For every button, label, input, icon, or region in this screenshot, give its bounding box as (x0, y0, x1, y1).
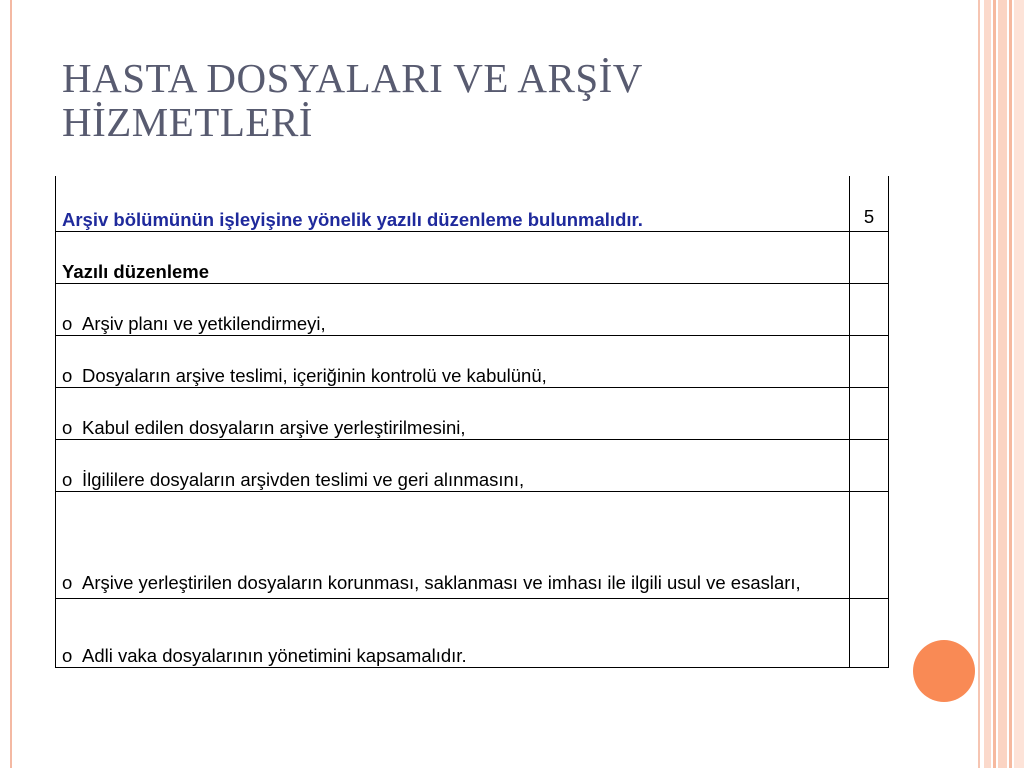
score-cell: 5 (850, 176, 889, 232)
item-text: Adli vaka dosyalarının yönetimini kapsamalıdır. (82, 645, 467, 666)
bullet-icon: o (62, 313, 73, 334)
title-line-1: HASTA DOSYALARI VE ARŞİV (62, 55, 643, 101)
empty-score-cell (850, 492, 889, 599)
item-text: Arşiv planı ve yetkilendirmeyi, (82, 313, 326, 334)
table-row (56, 492, 889, 599)
title-line-2: HİZMETLERİ (62, 99, 313, 145)
empty-score-cell (850, 388, 889, 440)
decor-stripe (1014, 0, 1024, 768)
empty-score-cell (850, 440, 889, 492)
item-cell (56, 284, 850, 336)
criteria-header-cell (56, 176, 850, 232)
decor-stripe (1009, 0, 1012, 768)
bullet-icon: o (62, 417, 73, 438)
item-text: Arşive yerleştirilen dosyaların korunması, saklanması ve imhası ile ilgili usul ve esasları, (82, 572, 801, 593)
decor-stripe (984, 0, 991, 768)
empty-score-cell (850, 599, 889, 668)
item-text: İlgililere dosyaların arşivden teslimi ve geri alınmasını, (82, 469, 525, 490)
table-row (56, 284, 889, 336)
table-row (56, 440, 889, 492)
subheader-text: Yazılı düzenleme (62, 261, 210, 282)
decor-stripe (978, 0, 980, 768)
left-rule (10, 0, 12, 768)
empty-score-cell (850, 232, 889, 284)
decor-stripe (993, 0, 996, 768)
bullet-icon: o (62, 645, 73, 666)
bullet-icon: o (62, 469, 73, 490)
bullet-icon: o (62, 365, 73, 386)
item-cell (56, 492, 850, 599)
empty-score-cell (850, 284, 889, 336)
table-row (56, 336, 889, 388)
item-text: Dosyaların arşive teslimi, içeriğinin kontrolü ve kabulünü, (82, 365, 547, 386)
empty-score-cell (850, 336, 889, 388)
item-text: Kabul edilen dosyaların arşive yerleştirilmesini, (82, 417, 466, 438)
slide-title (62, 56, 942, 144)
item-cell (56, 388, 850, 440)
item-cell (56, 336, 850, 388)
table-row (56, 599, 889, 668)
table-row (56, 388, 889, 440)
decor-stripe (998, 0, 1007, 768)
table-row-header (56, 176, 889, 232)
subheader-cell (56, 232, 850, 284)
table-row-subheader (56, 232, 889, 284)
item-cell (56, 599, 850, 668)
criteria-header-text: Arşiv bölümünün işleyişine yönelik yazılı düzenleme bulunmalıdır. (62, 209, 643, 230)
bullet-icon: o (62, 572, 73, 593)
criteria-table (55, 176, 889, 668)
item-cell (56, 440, 850, 492)
orange-circle-decoration (913, 640, 975, 702)
